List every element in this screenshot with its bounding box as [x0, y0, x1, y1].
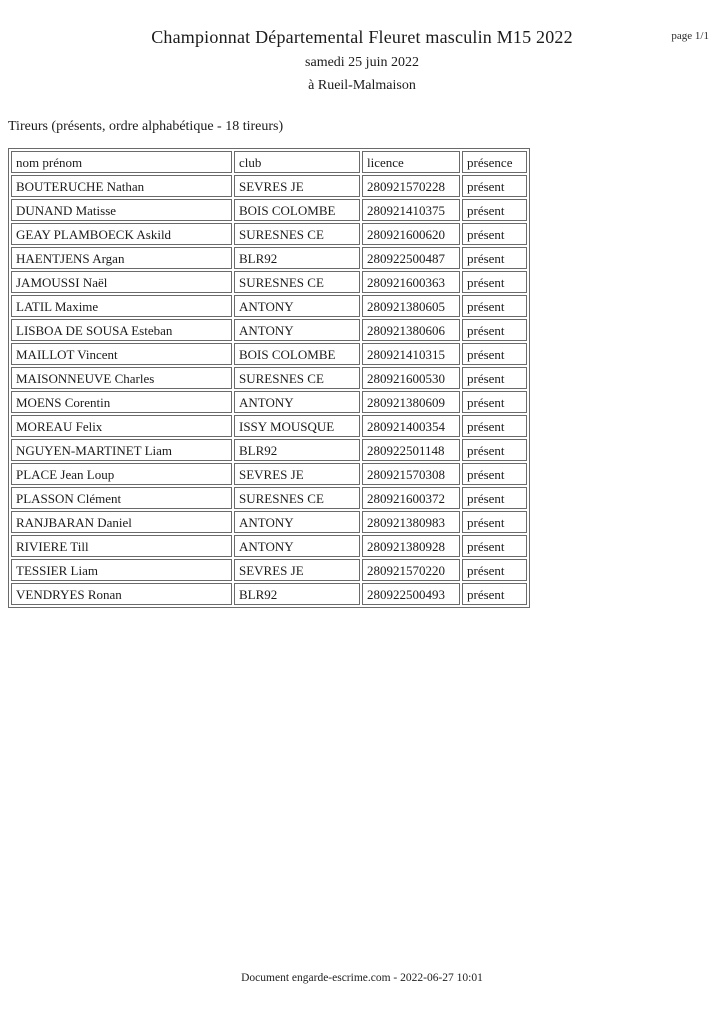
- table-row: [11, 175, 527, 197]
- cell-licence: 280922500487: [362, 247, 460, 269]
- table-row: [11, 535, 527, 557]
- cell-name: RIVIERE Till: [11, 535, 232, 557]
- cell-club: BLR92: [234, 439, 360, 461]
- cell-club: SEVRES JE: [234, 559, 360, 581]
- cell-name: PLASSON Clément: [11, 487, 232, 509]
- table-row: [11, 559, 527, 581]
- cell-presence: présent: [462, 247, 527, 269]
- cell-licence: 280921410375: [362, 199, 460, 221]
- cell-licence: 280921380605: [362, 295, 460, 317]
- cell-presence: présent: [462, 295, 527, 317]
- cell-club: ANTONY: [234, 391, 360, 413]
- cell-presence: présent: [462, 487, 527, 509]
- column-header-club: club: [234, 151, 360, 173]
- cell-name: MAILLOT Vincent: [11, 343, 232, 365]
- cell-name: DUNAND Matisse: [11, 199, 232, 221]
- cell-club: ANTONY: [234, 511, 360, 533]
- column-header-licence: licence: [362, 151, 460, 173]
- cell-name: LATIL Maxime: [11, 295, 232, 317]
- cell-licence: 280921380606: [362, 319, 460, 341]
- cell-licence: 280922501148: [362, 439, 460, 461]
- cell-licence: 280922500493: [362, 583, 460, 605]
- cell-presence: présent: [462, 439, 527, 461]
- table-row: [11, 583, 527, 605]
- cell-licence: 280921380928: [362, 535, 460, 557]
- table-row: [11, 367, 527, 389]
- table-header-row: [11, 151, 527, 173]
- cell-name: PLACE Jean Loup: [11, 463, 232, 485]
- cell-presence: présent: [462, 391, 527, 413]
- table-row: [11, 415, 527, 437]
- section-label: Tireurs (présents, ordre alphabétique - 18 tireurs): [8, 119, 284, 134]
- document-footer: Document engarde-escrime.com - 2022-06-27 10:01: [241, 972, 483, 984]
- cell-presence: présent: [462, 271, 527, 293]
- cell-club: BLR92: [234, 583, 360, 605]
- cell-presence: présent: [462, 343, 527, 365]
- cell-name: MOENS Corentin: [11, 391, 232, 413]
- cell-club: ANTONY: [234, 535, 360, 557]
- table-row: [11, 487, 527, 509]
- cell-club: ANTONY: [234, 295, 360, 317]
- cell-licence: 280921600372: [362, 487, 460, 509]
- cell-name: MAISONNEUVE Charles: [11, 367, 232, 389]
- cell-presence: présent: [462, 319, 527, 341]
- event-date: samedi 25 juin 2022: [305, 55, 419, 70]
- cell-presence: présent: [462, 367, 527, 389]
- cell-licence: 280921380609: [362, 391, 460, 413]
- cell-name: VENDRYES Ronan: [11, 583, 232, 605]
- cell-club: SURESNES CE: [234, 223, 360, 245]
- cell-club: SURESNES CE: [234, 487, 360, 509]
- cell-name: BOUTERUCHE Nathan: [11, 175, 232, 197]
- cell-presence: présent: [462, 175, 527, 197]
- page-title: Championnat Départemental Fleuret masculin M15 2022: [151, 27, 573, 47]
- cell-presence: présent: [462, 463, 527, 485]
- cell-name: GEAY PLAMBOECK Askild: [11, 223, 232, 245]
- cell-name: JAMOUSSI Naël: [11, 271, 232, 293]
- cell-name: RANJBARAN Daniel: [11, 511, 232, 533]
- cell-licence: 280921570228: [362, 175, 460, 197]
- table-row: [11, 319, 527, 341]
- cell-club: SURESNES CE: [234, 367, 360, 389]
- cell-licence: 280921380983: [362, 511, 460, 533]
- page-indicator: page 1/1: [671, 30, 709, 42]
- cell-presence: présent: [462, 199, 527, 221]
- event-location: à Rueil-Malmaison: [308, 78, 416, 93]
- cell-presence: présent: [462, 535, 527, 557]
- fencers-table: [8, 148, 530, 608]
- table-row: [11, 247, 527, 269]
- table-row: [11, 271, 527, 293]
- cell-licence: 280921410315: [362, 343, 460, 365]
- column-header-name: nom prénom: [11, 151, 232, 173]
- cell-name: LISBOA DE SOUSA Esteban: [11, 319, 232, 341]
- cell-club: ANTONY: [234, 319, 360, 341]
- cell-name: HAENTJENS Argan: [11, 247, 232, 269]
- cell-licence: 280921600620: [362, 223, 460, 245]
- table-row: [11, 223, 527, 245]
- cell-presence: présent: [462, 415, 527, 437]
- cell-licence: 280921600530: [362, 367, 460, 389]
- cell-presence: présent: [462, 511, 527, 533]
- table-row: [11, 199, 527, 221]
- cell-club: SEVRES JE: [234, 463, 360, 485]
- cell-club: ISSY MOUSQUE: [234, 415, 360, 437]
- cell-name: MOREAU Felix: [11, 415, 232, 437]
- cell-club: BOIS COLOMBE: [234, 343, 360, 365]
- table-body: [11, 175, 527, 605]
- column-header-presence: présence: [462, 151, 527, 173]
- table-row: [11, 511, 527, 533]
- table-row: [11, 463, 527, 485]
- cell-licence: 280921570308: [362, 463, 460, 485]
- cell-club: BLR92: [234, 247, 360, 269]
- cell-club: SEVRES JE: [234, 175, 360, 197]
- table-row: [11, 439, 527, 461]
- cell-licence: 280921600363: [362, 271, 460, 293]
- cell-presence: présent: [462, 559, 527, 581]
- table-row: [11, 343, 527, 365]
- table-row: [11, 295, 527, 317]
- table-row: [11, 391, 527, 413]
- cell-club: SURESNES CE: [234, 271, 360, 293]
- cell-licence: 280921400354: [362, 415, 460, 437]
- cell-name: NGUYEN-MARTINET Liam: [11, 439, 232, 461]
- cell-licence: 280921570220: [362, 559, 460, 581]
- cell-presence: présent: [462, 583, 527, 605]
- cell-club: BOIS COLOMBE: [234, 199, 360, 221]
- cell-name: TESSIER Liam: [11, 559, 232, 581]
- cell-presence: présent: [462, 223, 527, 245]
